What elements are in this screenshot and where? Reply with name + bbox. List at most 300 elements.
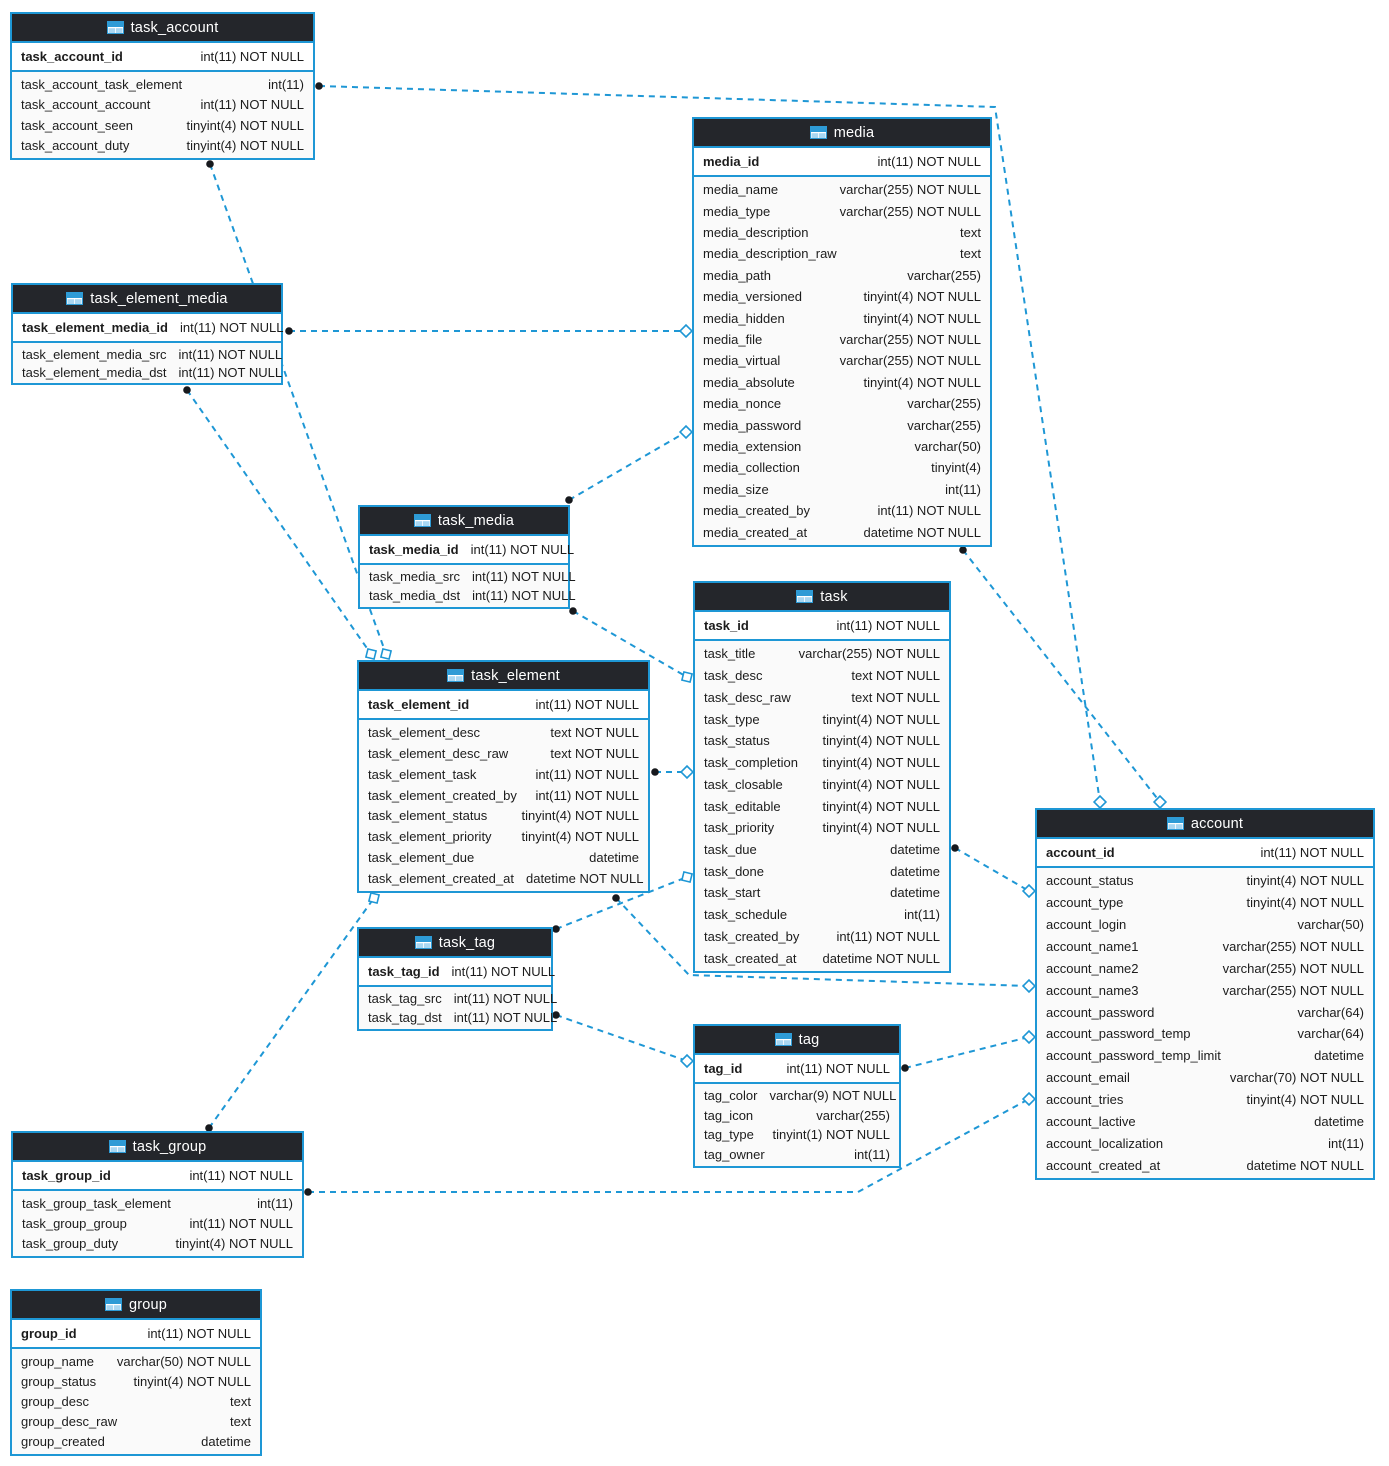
- column-name: account_lactive: [1046, 1113, 1136, 1129]
- table-icon: [447, 669, 464, 682]
- table-header-tag[interactable]: [695, 1026, 899, 1055]
- table-body: [13, 1191, 302, 1256]
- table-row: [13, 1193, 302, 1213]
- column-type: varchar(255) NOT NULL: [1222, 960, 1364, 976]
- column-type: int(11) NOT NULL: [836, 928, 940, 944]
- column-name: task_account_id: [21, 49, 123, 64]
- column-type: tinyint(4) NOT NULL: [822, 776, 940, 792]
- table-icon: [796, 590, 813, 603]
- table-row: [695, 926, 949, 948]
- table-header-task_group[interactable]: [13, 1133, 302, 1162]
- relationship-source-marker: [959, 546, 967, 554]
- column-name: task_element_desc_raw: [368, 745, 509, 761]
- column-type: varchar(255) NOT NULL: [839, 353, 981, 369]
- table-title: task_account: [130, 19, 219, 36]
- column-type: tinyint(4) NOT NULL: [1246, 895, 1364, 911]
- column-name: group_id: [21, 1326, 77, 1341]
- column-name: task_title: [704, 646, 756, 662]
- column-name: task_account_seen: [21, 117, 134, 133]
- column-name: media_description: [703, 225, 809, 241]
- table-row: [12, 136, 313, 157]
- table-icon: [414, 514, 431, 527]
- relationship-tag-account[interactable]: [905, 1037, 1029, 1068]
- relationship-target-marker: [682, 672, 692, 682]
- table-row: [695, 643, 949, 665]
- column-type: varchar(64): [1297, 1026, 1364, 1042]
- column-type: int(11) NOT NULL: [472, 588, 576, 603]
- table-body: [1037, 868, 1373, 1178]
- table-task[interactable]: [693, 581, 951, 973]
- table-icon: [775, 1033, 792, 1046]
- column-name: account_status: [1046, 873, 1134, 889]
- column-type: int(11): [268, 76, 304, 92]
- relationship-target-marker: [681, 1055, 693, 1067]
- column-name: account_tries: [1046, 1092, 1124, 1108]
- column-name: task_status: [704, 733, 770, 749]
- column-name: media_extension: [703, 439, 802, 455]
- table-row: [695, 904, 949, 926]
- column-name: tag_icon: [704, 1107, 754, 1123]
- column-name: task_schedule: [704, 907, 788, 923]
- relationship-target-marker: [1154, 796, 1166, 808]
- table-row: [695, 860, 949, 882]
- column-name: account_password_temp: [1046, 1026, 1191, 1042]
- column-type: varchar(70) NOT NULL: [1229, 1070, 1364, 1086]
- column-name: tag_color: [704, 1088, 758, 1104]
- column-name: task_desc_raw: [704, 689, 791, 705]
- table-icon: [415, 936, 432, 949]
- relationship-task_media-media[interactable]: [569, 432, 686, 500]
- table-account[interactable]: [1035, 808, 1375, 1180]
- column-name: media_id: [703, 154, 760, 169]
- column-name: task_media_id: [369, 542, 459, 557]
- table-task_media[interactable]: [358, 505, 576, 609]
- column-name: group_desc: [21, 1394, 89, 1409]
- column-name: task_element_id: [368, 697, 470, 712]
- column-type: tinyint(4) NOT NULL: [521, 808, 639, 824]
- relationship-source-marker: [285, 327, 293, 335]
- column-name: task_element_created_at: [368, 871, 514, 887]
- table-header-task_tag[interactable]: [359, 929, 551, 958]
- relationship-target-marker: [680, 325, 692, 337]
- relationship-target-marker: [1023, 1093, 1035, 1105]
- column-type: tinyint(4) NOT NULL: [822, 733, 940, 749]
- table-row: [694, 479, 990, 500]
- column-name: account_email: [1046, 1070, 1130, 1086]
- relationship-source-marker: [552, 925, 560, 933]
- relationship-source-marker: [901, 1064, 909, 1072]
- table-task_element[interactable]: [357, 660, 650, 893]
- column-name: account_login: [1046, 917, 1127, 933]
- primary-key-row: [694, 148, 990, 177]
- table-media[interactable]: [692, 117, 992, 547]
- table-row: [1037, 1089, 1373, 1111]
- primary-key-row: [359, 691, 648, 720]
- table-row: [1037, 1023, 1373, 1045]
- table-icon: [107, 21, 124, 34]
- column-name: media_size: [703, 481, 769, 497]
- column-type: int(11): [1328, 1135, 1364, 1151]
- table-row: [694, 457, 990, 478]
- table-row: [13, 1213, 302, 1233]
- column-name: media_hidden: [703, 310, 785, 326]
- table-title: task_tag: [438, 934, 496, 951]
- table-row: [694, 243, 990, 264]
- primary-key-row: [12, 43, 313, 72]
- table-title: task_element: [471, 667, 560, 684]
- column-type: datetime NOT NULL: [822, 950, 940, 966]
- column-type: tinyint(4): [931, 460, 981, 476]
- table-row: [694, 500, 990, 521]
- column-type: datetime NOT NULL: [1246, 1157, 1364, 1173]
- column-type: int(11) NOT NULL: [178, 364, 283, 380]
- table-header-task_element[interactable]: [359, 662, 648, 691]
- table-row: [1037, 1110, 1373, 1132]
- table-header-media[interactable]: [694, 119, 990, 148]
- table-row: [1037, 870, 1373, 892]
- primary-key-row: [359, 958, 556, 987]
- table-row: [695, 839, 949, 861]
- primary-key-row: [13, 1162, 302, 1191]
- column-type: datetime: [1314, 1113, 1364, 1129]
- column-name: task_element_media_id: [22, 320, 168, 335]
- table-row: [694, 200, 990, 221]
- column-type: varchar(9) NOT NULL: [769, 1088, 897, 1104]
- relationship-source-marker: [304, 1188, 312, 1196]
- table-title: account: [1190, 815, 1244, 832]
- column-name: media_created_at: [703, 524, 808, 540]
- column-name: task_account_task_element: [21, 76, 183, 92]
- table-body: [13, 343, 281, 383]
- table-body: [12, 1349, 260, 1454]
- column-name: media_virtual: [703, 353, 781, 369]
- relationship-target-marker: [1023, 980, 1035, 992]
- table-title: task_element_media: [90, 290, 228, 307]
- relationship-target-marker: [366, 649, 376, 659]
- column-type: int(11): [945, 481, 981, 497]
- column-name: group_status: [21, 1373, 97, 1389]
- table-header-task_account[interactable]: [12, 14, 313, 43]
- table-row: [694, 307, 990, 328]
- relationship-task_tag-tag[interactable]: [556, 1015, 687, 1061]
- table-row: [694, 436, 990, 457]
- column-type: text: [230, 1414, 251, 1430]
- relationship-source-marker: [951, 844, 959, 852]
- column-name: account_name3: [1046, 982, 1139, 998]
- table-title: group: [128, 1296, 168, 1313]
- column-type: int(11) NOT NULL: [877, 154, 981, 169]
- table-header-task_media[interactable]: [360, 507, 568, 536]
- relationship-task-account[interactable]: [955, 848, 1029, 891]
- table-task_group[interactable]: [11, 1131, 304, 1258]
- column-type: int(11) NOT NULL: [179, 320, 284, 335]
- table-task_account[interactable]: [10, 12, 315, 160]
- table-row: [359, 826, 648, 847]
- table-group[interactable]: [10, 1289, 262, 1456]
- table-row: [694, 329, 990, 350]
- relationship-source-marker: [569, 607, 577, 615]
- table-header-account[interactable]: [1037, 810, 1373, 839]
- table-row: [360, 586, 576, 605]
- table-row: [12, 95, 313, 116]
- table-header-group[interactable]: [12, 1291, 260, 1320]
- column-type: datetime: [890, 885, 940, 901]
- column-name: account_name1: [1046, 939, 1139, 954]
- relationship-task_group-account[interactable]: [308, 1099, 1029, 1192]
- column-name: task_closable: [704, 776, 783, 792]
- table-icon: [66, 292, 83, 305]
- primary-key-row: [360, 536, 575, 565]
- column-name: task_tag_id: [368, 964, 440, 979]
- column-name: account_type: [1046, 895, 1124, 911]
- column-name: task_created_at: [704, 950, 797, 966]
- table-row: [695, 1086, 899, 1106]
- table-body: [694, 177, 990, 545]
- column-type: tinyint(4) NOT NULL: [133, 1373, 251, 1389]
- column-name: task_desc: [704, 668, 763, 684]
- column-type: text: [960, 246, 981, 262]
- column-name: task_tag_dst: [368, 1010, 442, 1025]
- column-type: tinyint(4) NOT NULL: [863, 310, 981, 326]
- column-type: tinyint(4) NOT NULL: [1246, 873, 1364, 889]
- column-type: tinyint(4) NOT NULL: [822, 820, 940, 836]
- column-type: text NOT NULL: [851, 668, 940, 684]
- column-type: int(11) NOT NULL: [200, 49, 304, 64]
- column-type: tinyint(4) NOT NULL: [863, 374, 981, 390]
- table-body: [695, 641, 949, 971]
- column-name: task_element_due: [368, 850, 475, 866]
- column-name: tag_id: [704, 1061, 743, 1076]
- table-task_element_media[interactable]: [11, 283, 283, 385]
- column-name: account_password_temp_limit: [1046, 1048, 1221, 1064]
- column-type: int(11) NOT NULL: [472, 569, 576, 584]
- table-row: [694, 372, 990, 393]
- table-row: [359, 764, 648, 785]
- table-row: [695, 665, 949, 687]
- table-row: [695, 1145, 899, 1165]
- table-row: [695, 882, 949, 904]
- column-name: media_file: [703, 332, 763, 348]
- column-name: account_created_at: [1046, 1157, 1161, 1173]
- primary-key-row: [695, 612, 949, 641]
- relationship-media-account[interactable]: [963, 550, 1160, 802]
- column-type: tinyint(4) NOT NULL: [521, 829, 639, 845]
- table-row: [359, 868, 648, 889]
- table-task_tag[interactable]: [357, 927, 558, 1031]
- column-type: int(11) NOT NULL: [453, 991, 558, 1006]
- column-name: tag_owner: [704, 1146, 765, 1162]
- column-name: task_media_src: [369, 569, 461, 584]
- column-name: media_absolute: [703, 374, 795, 390]
- column-type: datetime NOT NULL: [525, 871, 644, 887]
- column-name: task_account_duty: [21, 138, 130, 154]
- column-name: task_tag_src: [368, 991, 442, 1006]
- column-type: varchar(50): [1297, 917, 1364, 933]
- column-name: task_editable: [704, 798, 781, 814]
- column-type: int(11) NOT NULL: [535, 787, 639, 803]
- table-row: [359, 1008, 558, 1027]
- table-row: [1037, 1001, 1373, 1023]
- table-row: [695, 773, 949, 795]
- table-row: [695, 1125, 899, 1145]
- relationship-source-marker: [315, 82, 323, 90]
- table-row: [13, 1234, 302, 1254]
- column-name: media_name: [703, 182, 779, 198]
- relationship-source-marker: [183, 386, 191, 394]
- column-type: int(11) NOT NULL: [453, 1010, 558, 1025]
- table-tag[interactable]: [693, 1024, 901, 1168]
- table-row: [12, 1432, 260, 1452]
- column-name: task_group_task_element: [22, 1195, 171, 1211]
- column-name: task_type: [704, 711, 760, 727]
- table-row: [13, 363, 281, 381]
- column-name: media_password: [703, 417, 802, 433]
- column-type: tinyint(4) NOT NULL: [822, 798, 940, 814]
- table-row: [694, 414, 990, 435]
- table-row: [12, 1391, 260, 1411]
- column-name: media_type: [703, 203, 771, 219]
- table-row: [1037, 957, 1373, 979]
- table-row: [694, 265, 990, 286]
- table-row: [12, 1351, 260, 1371]
- relationship-task_element_media-task_element[interactable]: [187, 390, 371, 654]
- column-type: varchar(255): [816, 1107, 890, 1123]
- column-name: task_account_account: [21, 97, 151, 113]
- table-row: [695, 686, 949, 708]
- table-header-task_element_media[interactable]: [13, 285, 281, 314]
- table-icon: [1167, 817, 1184, 830]
- column-type: varchar(255) NOT NULL: [839, 203, 981, 219]
- relationship-task_group-task_element[interactable]: [209, 898, 374, 1128]
- column-name: media_nonce: [703, 396, 782, 412]
- column-type: int(11) NOT NULL: [147, 1326, 251, 1341]
- column-name: task_group_duty: [22, 1236, 119, 1252]
- table-row: [1037, 892, 1373, 914]
- table-row: [695, 817, 949, 839]
- table-row: [695, 1106, 899, 1126]
- column-type: datetime: [890, 841, 940, 857]
- column-name: media_path: [703, 267, 771, 283]
- table-row: [13, 345, 281, 363]
- column-type: int(11) NOT NULL: [535, 766, 639, 782]
- table-row: [694, 179, 990, 200]
- table-icon: [810, 126, 827, 139]
- column-name: task_element_priority: [368, 829, 492, 845]
- column-name: media_description_raw: [703, 246, 837, 262]
- relationship-target-marker: [381, 649, 391, 659]
- column-type: datetime: [201, 1434, 251, 1450]
- relationship-target-marker: [1023, 885, 1035, 897]
- table-row: [1037, 936, 1373, 958]
- table-row: [359, 743, 648, 764]
- column-name: task_element_created_by: [368, 787, 517, 803]
- table-icon: [105, 1298, 122, 1311]
- column-name: task_priority: [704, 820, 775, 836]
- column-name: task_due: [704, 841, 757, 857]
- table-title: task: [820, 588, 848, 605]
- column-type: int(11) NOT NULL: [786, 1061, 890, 1076]
- column-type: varchar(255) NOT NULL: [839, 182, 981, 198]
- column-type: int(11) NOT NULL: [470, 542, 575, 557]
- table-row: [12, 1412, 260, 1432]
- table-row: [695, 947, 949, 969]
- column-name: media_created_by: [703, 503, 810, 519]
- column-type: int(11): [854, 1146, 890, 1162]
- column-type: int(11) NOT NULL: [178, 346, 283, 362]
- column-name: task_element_media_dst: [22, 364, 167, 380]
- primary-key-row: [1037, 839, 1373, 868]
- column-type: tinyint(4) NOT NULL: [822, 755, 940, 771]
- column-type: int(11): [904, 907, 940, 923]
- table-row: [359, 785, 648, 806]
- column-type: int(11) NOT NULL: [189, 1215, 293, 1231]
- table-row: [694, 522, 990, 543]
- table-row: [694, 286, 990, 307]
- table-title: task_group: [132, 1138, 207, 1155]
- column-type: tinyint(4) NOT NULL: [175, 1236, 293, 1252]
- table-row: [1037, 914, 1373, 936]
- primary-key-row: [695, 1055, 899, 1084]
- column-type: int(11) NOT NULL: [1260, 845, 1364, 860]
- table-title: task_media: [437, 512, 515, 529]
- column-type: int(11): [257, 1195, 293, 1211]
- column-type: int(11) NOT NULL: [877, 503, 981, 519]
- table-body: [359, 720, 648, 891]
- column-type: varchar(50): [914, 439, 981, 455]
- table-header-task[interactable]: [695, 583, 949, 612]
- relationship-target-marker: [1094, 796, 1106, 808]
- column-name: task_element_status: [368, 808, 488, 824]
- table-body: [359, 987, 558, 1029]
- primary-key-row: [13, 314, 284, 343]
- table-row: [694, 222, 990, 243]
- column-name: task_element_task: [368, 766, 477, 782]
- primary-key-row: [12, 1320, 260, 1349]
- column-name: task_done: [704, 863, 764, 879]
- table-row: [1037, 1067, 1373, 1089]
- column-name: tag_type: [704, 1127, 754, 1143]
- column-type: text: [960, 225, 981, 241]
- column-name: group_created: [21, 1434, 105, 1450]
- table-row: [1037, 979, 1373, 1001]
- table-icon: [109, 1140, 126, 1153]
- table-row: [360, 567, 576, 586]
- table-row: [694, 350, 990, 371]
- column-type: tinyint(4) NOT NULL: [1246, 1092, 1364, 1108]
- relationship-source-marker: [206, 160, 214, 168]
- column-type: varchar(255) NOT NULL: [1222, 939, 1364, 954]
- table-row: [695, 730, 949, 752]
- table-body: [695, 1084, 899, 1166]
- table-row: [1037, 1154, 1373, 1176]
- table-row: [12, 74, 313, 95]
- column-type: varchar(255) NOT NULL: [839, 332, 981, 348]
- column-type: tinyint(4) NOT NULL: [186, 117, 304, 133]
- column-type: varchar(255): [907, 396, 981, 412]
- relationship-source-marker: [612, 894, 620, 902]
- column-name: media_versioned: [703, 289, 803, 305]
- table-body: [12, 72, 313, 158]
- column-type: text NOT NULL: [550, 745, 639, 761]
- table-body: [360, 565, 576, 607]
- column-type: tinyint(1) NOT NULL: [772, 1127, 890, 1143]
- column-name: task_created_by: [704, 928, 800, 944]
- column-name: account_localization: [1046, 1135, 1164, 1151]
- table-row: [1037, 1132, 1373, 1154]
- column-type: text NOT NULL: [550, 724, 639, 740]
- column-type: int(11) NOT NULL: [451, 964, 556, 979]
- column-name: account_password: [1046, 1004, 1155, 1020]
